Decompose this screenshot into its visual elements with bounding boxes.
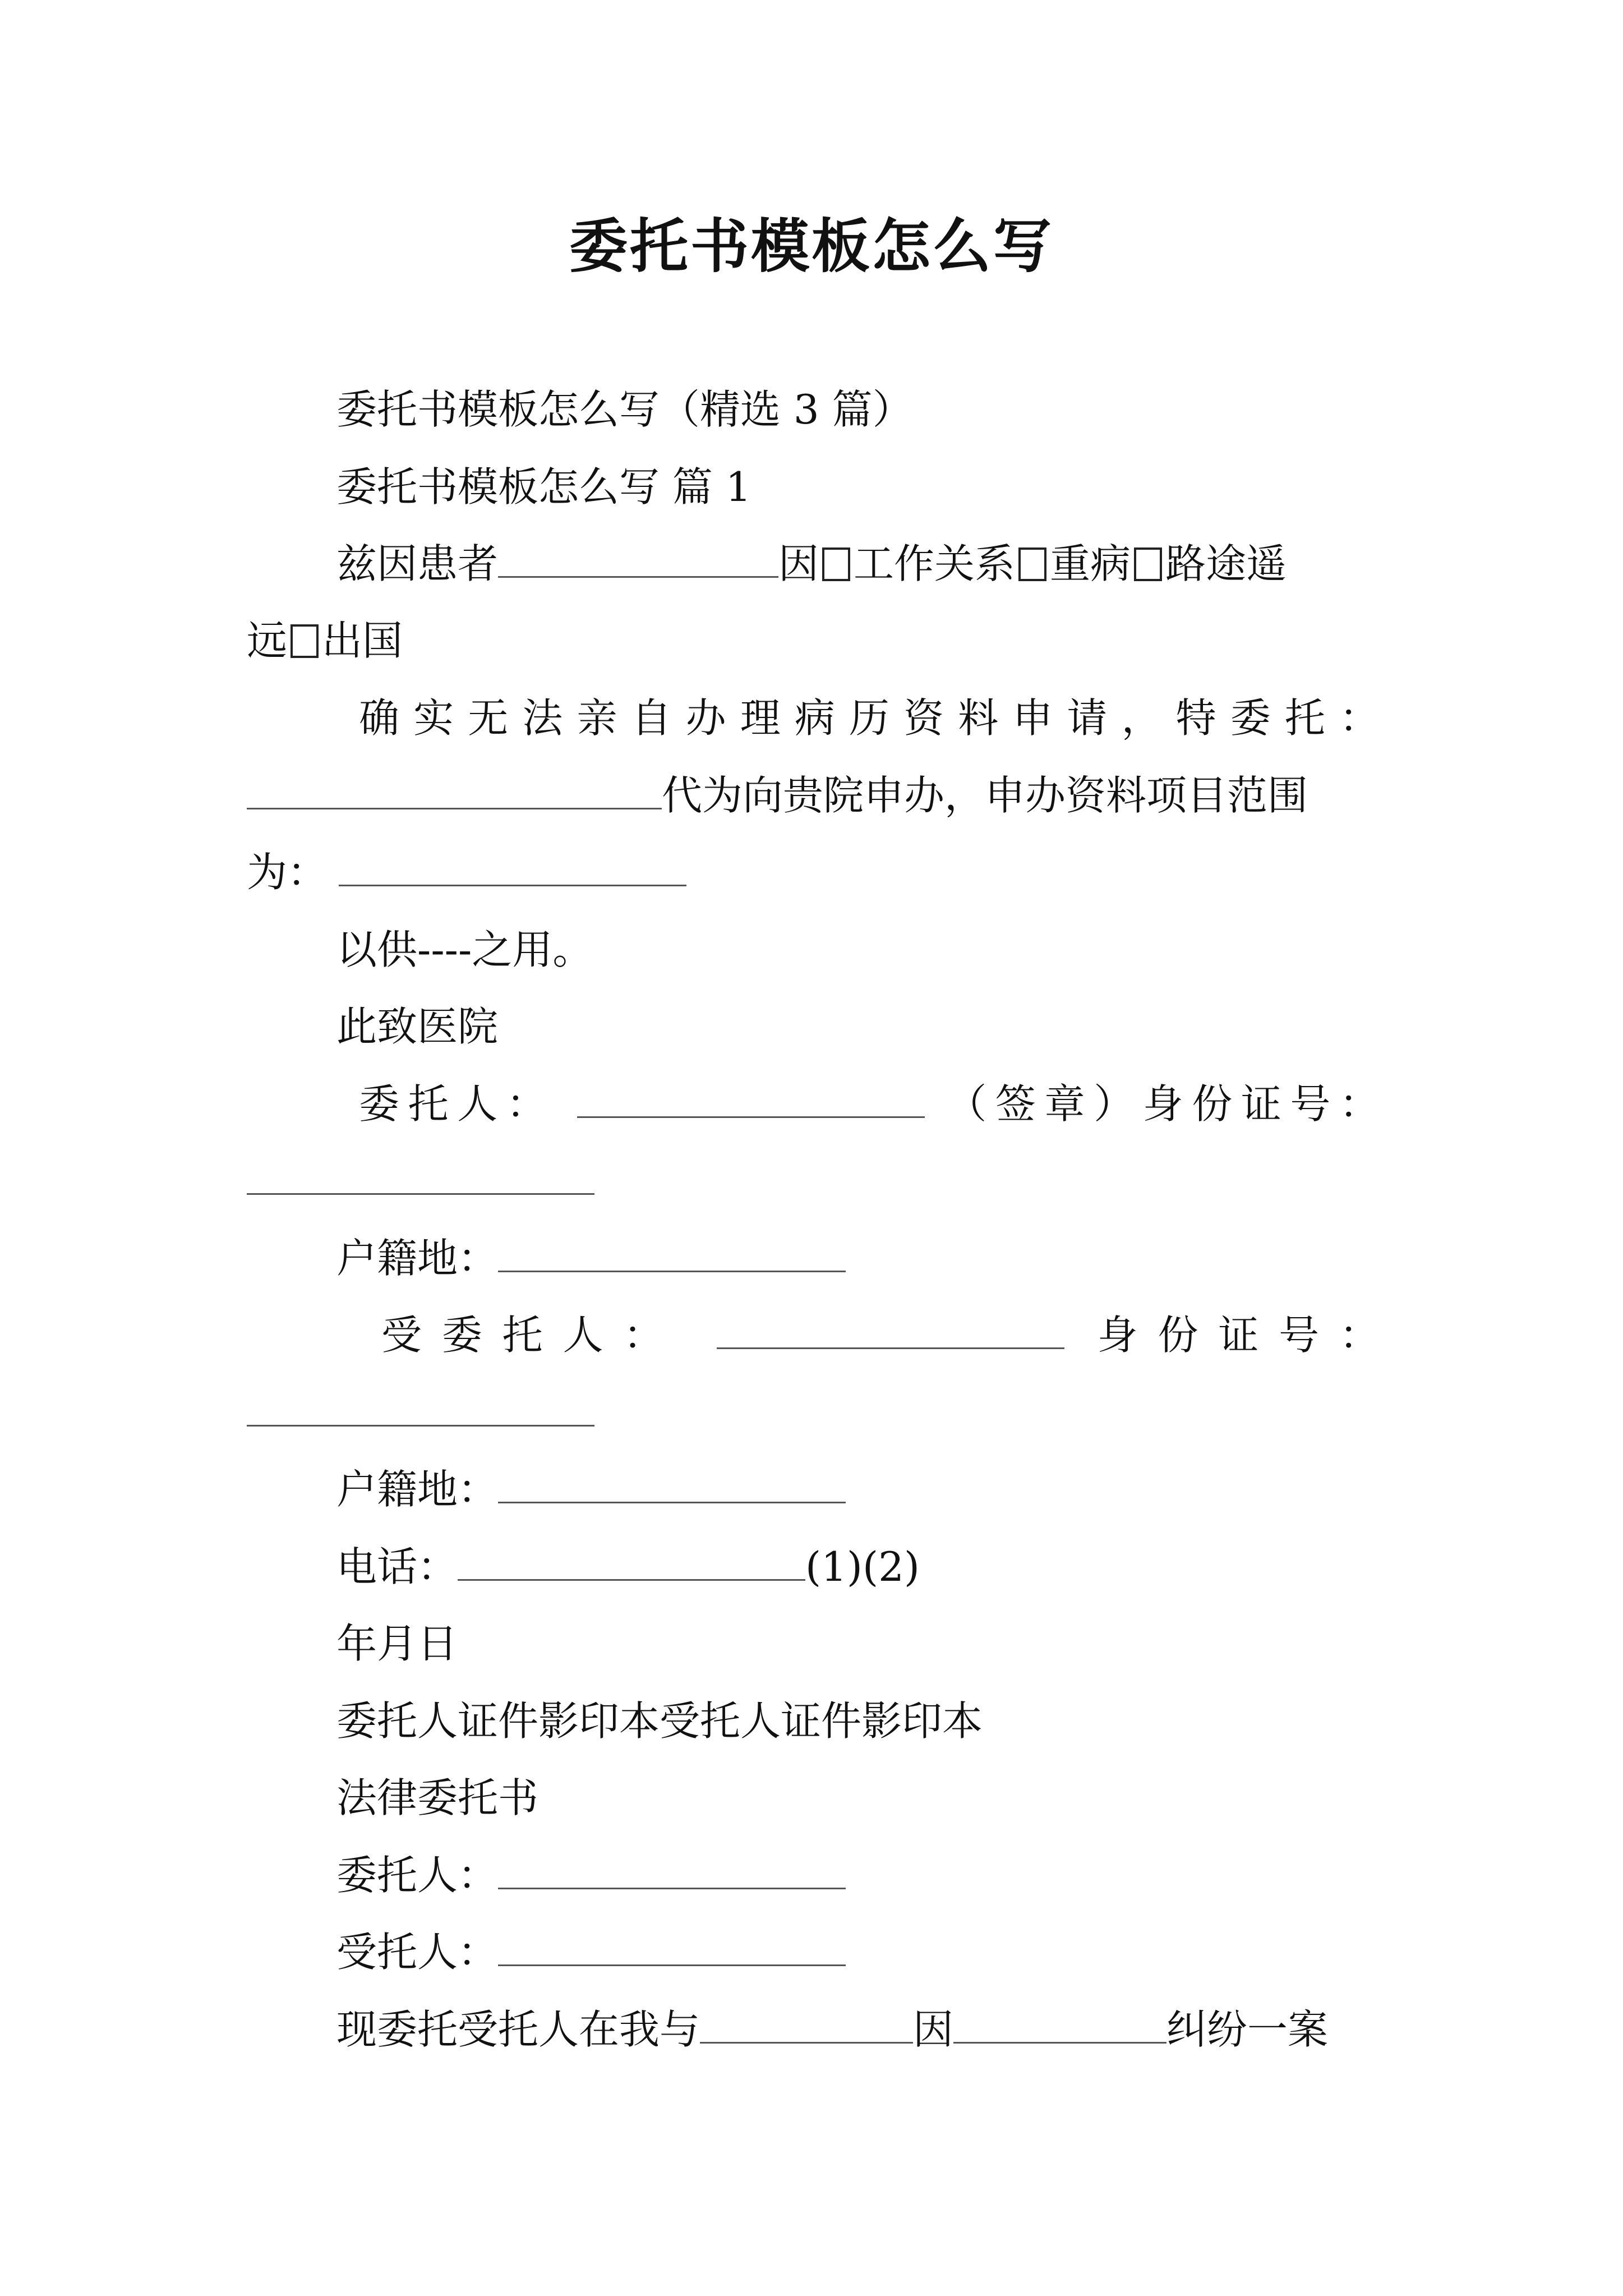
section-heading: 委托书模板怎么写 篇 1 [336, 463, 751, 510]
agent-residence-line [336, 1461, 1380, 1517]
scope-line [247, 844, 1380, 900]
text-span: 出国 [322, 617, 403, 664]
text-span: 为： [247, 849, 328, 896]
legal-agent-blank [498, 1925, 846, 1966]
date-line: 年月日 [336, 1620, 458, 1667]
agent-id-blank [247, 1386, 594, 1427]
principal-name-blank [577, 1077, 925, 1118]
text-span: 工作关系 [854, 540, 1016, 587]
opponent-blank [700, 2003, 913, 2044]
principal-residence-blank [498, 1231, 846, 1272]
agent-id-line [247, 1384, 1380, 1441]
purpose-line: 以供----之用。 [336, 926, 593, 973]
document-title: 委托书模板怎么写 [569, 211, 1054, 280]
text-span: 兹因患者 [336, 540, 499, 587]
principal-residence-line [336, 1230, 1380, 1286]
checkbox-icon [291, 624, 319, 658]
agent-info-blank [717, 1308, 1064, 1349]
text-span: 电话： [336, 1543, 458, 1590]
scope-blank [339, 845, 686, 886]
salutation-line: 此致医院 [336, 1003, 499, 1050]
legal-agent-line [336, 1924, 1380, 1980]
id-copies-line: 委托人证件影印本受托人证件影印本 [336, 1697, 983, 1745]
phone-line [336, 1539, 1380, 1595]
text-span: 远 [247, 617, 288, 664]
checkbox-icon [822, 547, 850, 581]
text-span: 身份证号： [1097, 1312, 1380, 1359]
principal-line [359, 1076, 1380, 1132]
agent-line [247, 767, 1380, 823]
patient-name-blank [498, 537, 778, 578]
agent-residence-blank [498, 1462, 846, 1503]
text-span: 因 [778, 540, 819, 587]
text-span: (1)(2) [805, 1543, 920, 1590]
subtitle-line: 委托书模板怎么写（精选 3 篇） [336, 386, 913, 433]
phone-blank [458, 1540, 805, 1581]
principal-id-line [247, 1153, 1380, 1209]
text-span: 委托人： [359, 1080, 556, 1128]
text-span: 户籍地： [336, 1466, 499, 1513]
patient-reason-line [336, 536, 1380, 592]
text-span: 委托人： [336, 1852, 499, 1899]
text-span: 纠纷一案 [1166, 2006, 1329, 2053]
text-span: 户籍地： [336, 1235, 499, 1282]
agent-name-blank [247, 769, 662, 809]
principal-id-blank [247, 1154, 594, 1195]
text-span: 重病 [1050, 540, 1131, 587]
checkbox-icon [1018, 547, 1046, 581]
dispute-blank [953, 2003, 1166, 2044]
checkbox-icon [1134, 547, 1162, 581]
legal-principal-line [336, 1847, 1380, 1903]
text-span: （签章）身份证号： [946, 1080, 1380, 1128]
case-line [336, 2001, 1380, 2058]
authorization-line: 确实无法亲自办理病历资料申请，特委托： [359, 694, 1380, 742]
text-span: 代为向贵院申办，申办资料项目范围 [662, 772, 1308, 819]
legal-heading: 法律委托书 [336, 1774, 539, 1821]
agent-info-line [381, 1307, 1380, 1363]
text-span: 受托人： [336, 1929, 499, 1976]
text-span: 路途遥 [1165, 540, 1287, 587]
text-span: 受委托人： [381, 1312, 684, 1359]
text-span: 因 [913, 2006, 954, 2053]
legal-principal-blank [498, 1848, 846, 1889]
text-span: 现委托受托人在我与 [336, 2006, 700, 2053]
reason-continuation-line [247, 613, 1380, 669]
